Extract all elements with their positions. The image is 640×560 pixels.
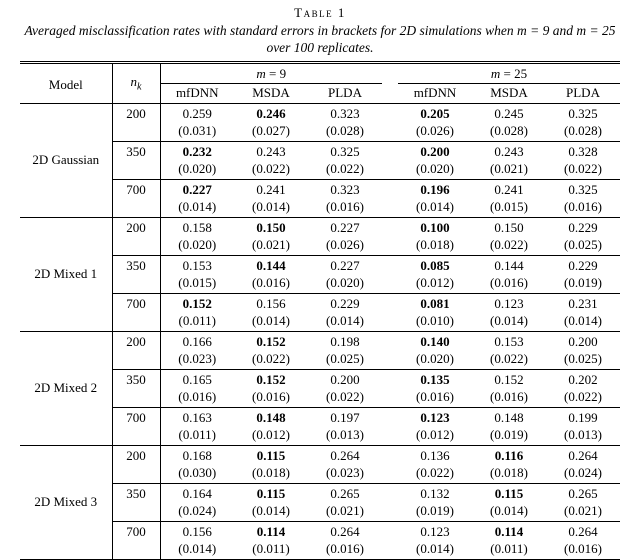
stderr-value: (0.016) (416, 389, 454, 404)
table-row (20, 104, 620, 142)
rate-value: 0.259 (182, 106, 212, 121)
stderr-value: (0.014) (416, 199, 454, 214)
stderr-value: (0.026) (326, 237, 364, 252)
stderr-value: (0.019) (490, 427, 528, 442)
m-symbol: m (490, 66, 501, 81)
value-cell (160, 142, 234, 180)
rate-value: 0.245 (494, 106, 524, 121)
rate-value: 0.325 (568, 106, 598, 121)
value-cell (160, 446, 234, 484)
stderr-value: (0.020) (178, 237, 217, 252)
stderr-value: (0.022) (416, 465, 454, 480)
value-cell (308, 370, 382, 408)
stderr-value: (0.019) (416, 503, 454, 518)
stderr-value: (0.022) (326, 389, 364, 404)
rate-value: 0.144 (494, 258, 524, 273)
rate-value: 0.153 (494, 334, 524, 349)
rate-value: 0.241 (256, 182, 286, 197)
model-cell: 2D Mixed 3 (20, 446, 112, 560)
rate-value: 0.205 (420, 106, 450, 121)
value-cell (472, 446, 546, 484)
column-gap (382, 104, 398, 142)
stderr-value: (0.014) (252, 199, 290, 214)
value-cell (398, 332, 472, 370)
value-cell (234, 370, 308, 408)
value-cell (160, 294, 234, 332)
value-cell (234, 522, 308, 560)
rate-value: 0.164 (182, 486, 212, 501)
rate-value: 0.227 (330, 220, 360, 235)
value-cell (472, 294, 546, 332)
col-header-mfdnn: mfDNN (160, 84, 234, 104)
stderr-value: (0.022) (564, 161, 602, 176)
nk-cell: 700 (112, 294, 160, 332)
rate-value: 0.196 (420, 182, 450, 197)
rate-value: 0.123 (494, 296, 524, 311)
stderr-value: (0.010) (416, 313, 454, 328)
rate-value: 0.229 (330, 296, 360, 311)
rate-value: 0.116 (494, 448, 524, 463)
rate-value: 0.153 (182, 258, 212, 273)
rate-value: 0.202 (568, 372, 598, 387)
value-cell (398, 370, 472, 408)
rate-value: 0.265 (568, 486, 598, 501)
stderr-value: (0.025) (326, 351, 364, 366)
col-header-msda: MSDA (472, 84, 546, 104)
rate-value: 0.123 (420, 410, 450, 425)
rate-value: 0.325 (330, 144, 360, 159)
value-cell (472, 370, 546, 408)
value-cell (160, 370, 234, 408)
stderr-value: (0.014) (416, 541, 454, 556)
value-cell (308, 408, 382, 446)
value-cell (472, 180, 546, 218)
stderr-value: (0.011) (490, 541, 528, 556)
rate-value: 0.200 (330, 372, 360, 387)
column-gap (382, 370, 398, 408)
value-cell (472, 104, 546, 142)
rate-value: 0.323 (330, 106, 360, 121)
value-cell (234, 446, 308, 484)
rate-value: 0.227 (330, 258, 360, 273)
rate-value: 0.085 (420, 258, 450, 273)
stderr-value: (0.013) (326, 427, 364, 442)
table-caption: Averaged misclassification rates with standard errors in brackets for 2D simulations when m = 9 and m = 25 over 100 replicates. (24, 23, 616, 55)
stderr-value: (0.028) (490, 123, 528, 138)
rate-value: 0.168 (182, 448, 212, 463)
m25-value: = 25 (500, 66, 528, 81)
stderr-value: (0.021) (490, 161, 528, 176)
rate-value: 0.229 (568, 220, 598, 235)
stderr-value: (0.022) (564, 389, 602, 404)
nk-cell: 350 (112, 370, 160, 408)
value-cell (308, 256, 382, 294)
stderr-value: (0.014) (564, 313, 602, 328)
rate-value: 0.328 (568, 144, 598, 159)
stderr-value: (0.020) (326, 275, 364, 290)
value-cell (308, 446, 382, 484)
value-cell (546, 332, 620, 370)
rate-value: 0.265 (330, 486, 360, 501)
stderr-value: (0.026) (416, 123, 454, 138)
rate-value: 0.123 (420, 524, 450, 539)
value-cell (546, 218, 620, 256)
stderr-value: (0.020) (416, 161, 454, 176)
rate-value: 0.152 (256, 372, 286, 387)
value-cell (160, 104, 234, 142)
col-header-msda: MSDA (234, 84, 308, 104)
col-header-mfdnn: mfDNN (398, 84, 472, 104)
value-cell (234, 484, 308, 522)
value-cell (160, 484, 234, 522)
rate-value: 0.166 (182, 334, 212, 349)
stderr-value: (0.012) (416, 275, 454, 290)
value-cell (234, 294, 308, 332)
stderr-value: (0.012) (252, 427, 290, 442)
rate-value: 0.197 (330, 410, 360, 425)
rate-value: 0.246 (256, 106, 286, 121)
column-gap (382, 180, 398, 218)
value-cell (546, 256, 620, 294)
stderr-value: (0.011) (252, 541, 290, 556)
stderr-value: (0.016) (490, 389, 528, 404)
value-cell (398, 522, 472, 560)
rate-value: 0.264 (568, 524, 598, 539)
col-group-m25 (398, 63, 620, 84)
rate-value: 0.144 (256, 258, 286, 273)
value-cell (546, 484, 620, 522)
stderr-value: (0.016) (252, 389, 290, 404)
stderr-value: (0.011) (178, 427, 216, 442)
stderr-value: (0.016) (564, 541, 602, 556)
stderr-value: (0.014) (178, 199, 217, 214)
stderr-value: (0.016) (178, 389, 217, 404)
rate-value: 0.132 (420, 486, 450, 501)
stderr-value: (0.028) (326, 123, 364, 138)
stderr-value: (0.020) (416, 351, 454, 366)
rate-value: 0.241 (494, 182, 524, 197)
col-header-model: Model (20, 63, 112, 104)
rate-value: 0.148 (256, 410, 286, 425)
rate-value: 0.150 (494, 220, 524, 235)
nk-cell: 700 (112, 522, 160, 560)
stderr-value: (0.021) (252, 237, 290, 252)
value-cell (160, 218, 234, 256)
stderr-value: (0.022) (252, 161, 290, 176)
rate-value: 0.243 (256, 144, 286, 159)
stderr-value: (0.018) (252, 465, 290, 480)
nk-cell: 200 (112, 218, 160, 256)
stderr-value: (0.014) (490, 313, 528, 328)
col-header-plda: PLDA (546, 84, 620, 104)
rate-value: 0.152 (182, 296, 212, 311)
nk-cell: 200 (112, 104, 160, 142)
stderr-value: (0.024) (564, 465, 602, 480)
rate-value: 0.199 (568, 410, 598, 425)
value-cell (398, 218, 472, 256)
value-cell (160, 256, 234, 294)
stderr-value: (0.030) (178, 465, 217, 480)
stderr-value: (0.016) (326, 199, 364, 214)
stderr-value: (0.023) (326, 465, 364, 480)
stderr-value: (0.028) (564, 123, 602, 138)
value-cell (308, 332, 382, 370)
value-cell (398, 104, 472, 142)
value-cell (398, 408, 472, 446)
value-cell (546, 104, 620, 142)
stderr-value: (0.022) (490, 237, 528, 252)
value-cell (308, 522, 382, 560)
stderr-value: (0.027) (252, 123, 290, 138)
value-cell (160, 408, 234, 446)
m-symbol: m (256, 66, 266, 81)
value-cell (398, 294, 472, 332)
rate-value: 0.200 (568, 334, 598, 349)
stderr-value: (0.016) (326, 541, 364, 556)
rate-value: 0.264 (330, 524, 360, 539)
rate-value: 0.150 (256, 220, 286, 235)
rate-value: 0.165 (182, 372, 212, 387)
value-cell (546, 446, 620, 484)
column-gap (382, 256, 398, 294)
stderr-value: (0.016) (564, 199, 602, 214)
value-cell (472, 256, 546, 294)
value-cell (160, 522, 234, 560)
model-cell: 2D Mixed 1 (20, 218, 112, 332)
stderr-value: (0.011) (178, 313, 216, 328)
stderr-value: (0.014) (178, 541, 217, 556)
model-cell: 2D Mixed 2 (20, 332, 112, 446)
rate-value: 0.229 (568, 258, 598, 273)
value-cell (472, 332, 546, 370)
value-cell (546, 294, 620, 332)
value-cell (546, 370, 620, 408)
col-header-nk (112, 63, 160, 104)
stderr-value: (0.025) (564, 237, 602, 252)
results-table (20, 61, 620, 560)
table-header (20, 63, 620, 104)
rate-value: 0.136 (420, 448, 450, 463)
rate-value: 0.231 (568, 296, 598, 311)
value-cell (472, 522, 546, 560)
stderr-value: (0.014) (326, 313, 364, 328)
value-cell (160, 332, 234, 370)
stderr-value: (0.022) (326, 161, 364, 176)
table-row (20, 332, 620, 370)
nk-subscript: k (137, 81, 142, 93)
value-cell (234, 218, 308, 256)
table-row (20, 218, 620, 256)
column-gap (382, 84, 398, 104)
header-row-groups (20, 63, 620, 84)
value-cell (546, 180, 620, 218)
value-cell (234, 104, 308, 142)
value-cell (398, 484, 472, 522)
rate-value: 0.115 (494, 486, 524, 501)
value-cell (234, 142, 308, 180)
column-gap (382, 484, 398, 522)
table-label: Table 1 (294, 5, 346, 20)
column-gap (382, 218, 398, 256)
stderr-value: (0.012) (416, 427, 454, 442)
value-cell (398, 142, 472, 180)
rate-value: 0.325 (568, 182, 598, 197)
stderr-value: (0.022) (252, 351, 290, 366)
stderr-value: (0.016) (490, 275, 528, 290)
rate-value: 0.115 (256, 448, 286, 463)
column-gap (382, 446, 398, 484)
stderr-value: (0.019) (564, 275, 602, 290)
stderr-value: (0.015) (490, 199, 528, 214)
value-cell (472, 408, 546, 446)
stderr-value: (0.014) (252, 313, 290, 328)
rate-value: 0.198 (330, 334, 360, 349)
value-cell (472, 484, 546, 522)
value-cell (234, 256, 308, 294)
column-gap (382, 63, 398, 84)
stderr-value: (0.014) (490, 503, 528, 518)
stderr-value: (0.021) (326, 503, 364, 518)
value-cell (546, 522, 620, 560)
stderr-value: (0.016) (252, 275, 290, 290)
value-cell (234, 180, 308, 218)
stderr-value: (0.015) (178, 275, 217, 290)
column-gap (382, 142, 398, 180)
table-body (20, 104, 620, 560)
rate-value: 0.156 (182, 524, 212, 539)
column-gap (382, 408, 398, 446)
stderr-value: (0.025) (564, 351, 602, 366)
rate-value: 0.156 (256, 296, 286, 311)
nk-cell: 700 (112, 180, 160, 218)
value-cell (308, 484, 382, 522)
rate-value: 0.163 (182, 410, 212, 425)
value-cell (472, 218, 546, 256)
nk-symbol: n (130, 73, 138, 89)
value-cell (234, 408, 308, 446)
table-row (20, 446, 620, 484)
column-gap (382, 294, 398, 332)
rate-value: 0.232 (182, 144, 212, 159)
value-cell (398, 256, 472, 294)
rate-value: 0.200 (420, 144, 450, 159)
rate-value: 0.243 (494, 144, 524, 159)
value-cell (308, 180, 382, 218)
value-cell (308, 142, 382, 180)
model-cell: 2D Gaussian (20, 104, 112, 218)
value-cell (234, 332, 308, 370)
rate-value: 0.081 (420, 296, 450, 311)
nk-cell: 350 (112, 484, 160, 522)
rate-value: 0.264 (568, 448, 598, 463)
value-cell (308, 294, 382, 332)
rate-value: 0.264 (330, 448, 360, 463)
stderr-value: (0.018) (490, 465, 528, 480)
m9-value: = 9 (265, 66, 287, 81)
stderr-value: (0.021) (564, 503, 602, 518)
rate-value: 0.100 (420, 220, 450, 235)
value-cell (398, 446, 472, 484)
value-cell (160, 180, 234, 218)
nk-cell: 700 (112, 408, 160, 446)
rate-value: 0.227 (182, 182, 212, 197)
rate-value: 0.114 (256, 524, 286, 539)
value-cell (472, 142, 546, 180)
rate-value: 0.115 (256, 486, 286, 501)
value-cell (308, 218, 382, 256)
stderr-value: (0.013) (564, 427, 602, 442)
rate-value: 0.114 (494, 524, 524, 539)
rate-value: 0.152 (256, 334, 286, 349)
column-gap (382, 522, 398, 560)
rate-value: 0.158 (182, 220, 212, 235)
value-cell (546, 408, 620, 446)
value-cell (308, 104, 382, 142)
nk-cell: 200 (112, 332, 160, 370)
col-header-plda: PLDA (308, 84, 382, 104)
stderr-value: (0.014) (252, 503, 290, 518)
value-cell (398, 180, 472, 218)
rate-value: 0.323 (330, 182, 360, 197)
stderr-value: (0.018) (416, 237, 454, 252)
column-gap (382, 332, 398, 370)
nk-cell: 350 (112, 256, 160, 294)
stderr-value: (0.031) (178, 123, 217, 138)
stderr-value: (0.023) (178, 351, 217, 366)
stderr-value: (0.022) (490, 351, 528, 366)
stderr-value: (0.024) (178, 503, 217, 518)
rate-value: 0.140 (420, 334, 450, 349)
nk-cell: 350 (112, 142, 160, 180)
rate-value: 0.152 (494, 372, 524, 387)
stderr-value: (0.020) (178, 161, 217, 176)
col-group-m9 (160, 63, 382, 84)
value-cell (546, 142, 620, 180)
rate-value: 0.148 (494, 410, 524, 425)
rate-value: 0.135 (420, 372, 450, 387)
nk-cell: 200 (112, 446, 160, 484)
